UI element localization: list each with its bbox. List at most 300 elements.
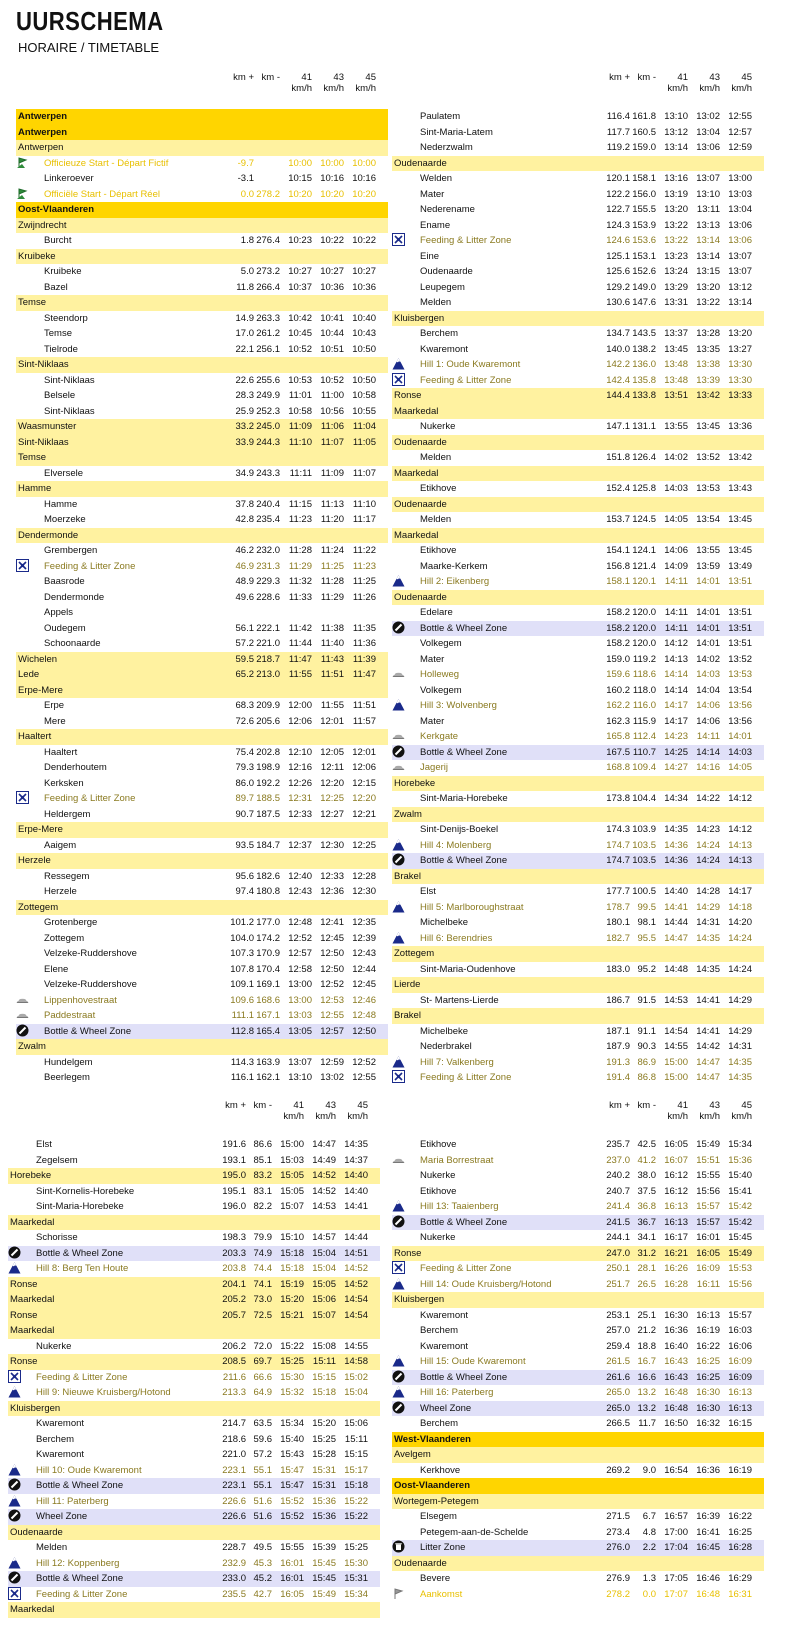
time-41: 12:33 [288, 808, 312, 820]
km-minus: 38.0 [637, 1170, 656, 1181]
time-45: 10:40 [352, 312, 376, 324]
time-45: 15:34 [344, 1588, 368, 1600]
table-row [8, 1199, 380, 1215]
km-minus: 192.2 [256, 777, 280, 789]
km-plus: 162.3 [606, 715, 630, 727]
location-name: Mater [420, 188, 445, 200]
time-41: 14:36 [664, 855, 688, 866]
cobbles-icon [16, 1008, 29, 1021]
location-name: Elst [420, 886, 436, 897]
table-row [16, 791, 388, 807]
time-45: 13:56 [728, 715, 752, 727]
time-45: 13:04 [728, 204, 752, 215]
location-name: Temse [18, 297, 46, 308]
table-row [392, 1308, 764, 1324]
time-43: 15:31 [312, 1464, 336, 1476]
km-plus: 223.1 [222, 1480, 246, 1491]
km-minus: 36.8 [637, 1201, 656, 1212]
km-plus: 183.0 [606, 963, 630, 975]
time-45: 15:41 [728, 1185, 752, 1197]
time-43: 15:11 [312, 1356, 336, 1367]
table-row [392, 714, 764, 730]
feeding-zone-icon [392, 233, 405, 246]
time-41: 16:36 [664, 1325, 688, 1336]
time-41: 13:37 [664, 328, 688, 339]
time-43: 14:53 [312, 1201, 336, 1212]
table-row [392, 900, 764, 916]
km-minus: 74.9 [253, 1247, 272, 1259]
time-43: 14:22 [696, 793, 720, 804]
time-45: 12:50 [352, 1025, 376, 1037]
location-name: Nukerke [36, 1340, 72, 1352]
table-row [16, 311, 388, 327]
km-plus: 205.2 [222, 1294, 246, 1305]
location-name: Feeding & Litter Zone [420, 1263, 512, 1274]
location-name: Hill 16: Paterberg [420, 1387, 494, 1398]
time-41: 16:01 [280, 1557, 304, 1569]
table-row [16, 714, 388, 730]
header-km-minus: km - [637, 1100, 656, 1111]
location-name: Bottle & Wheel Zone [36, 1480, 124, 1491]
time-41: 16:13 [664, 1216, 688, 1228]
location-name: Sint-Maria-Latem [420, 126, 493, 138]
time-45: 15:49 [728, 1247, 752, 1259]
table-row [392, 295, 764, 311]
time-45: 15:15 [344, 1449, 368, 1460]
time-43: 12:11 [320, 762, 344, 773]
header-speed-41: 41 [301, 72, 312, 83]
table-row [392, 512, 764, 528]
km-plus: 198.3 [222, 1232, 246, 1243]
time-45: 15:40 [728, 1170, 752, 1181]
time-41: 15:03 [280, 1154, 304, 1166]
km-plus: 195.0 [222, 1170, 246, 1181]
time-45: 16:29 [728, 1573, 752, 1584]
km-minus: 21.2 [637, 1325, 656, 1336]
km-plus: 158.2 [606, 622, 630, 634]
location-name: Kluisbergen [394, 312, 445, 324]
time-45: 15:31 [344, 1573, 368, 1584]
table-row [16, 543, 388, 559]
time-41: 13:48 [664, 374, 688, 386]
time-43: 16:25 [696, 1371, 720, 1383]
time-41: 14:34 [664, 793, 688, 804]
km-minus: 73.0 [253, 1294, 272, 1305]
km-minus: 120.0 [632, 607, 656, 618]
time-41: 15:40 [280, 1433, 304, 1445]
time-45: 11:35 [352, 622, 376, 634]
location-name: Leupegem [420, 281, 465, 293]
table-row [392, 1070, 764, 1086]
timetable-rows [392, 1137, 764, 1602]
table-row [392, 1184, 764, 1200]
km-minus: 158.1 [632, 173, 656, 184]
time-41: 15:47 [280, 1464, 304, 1476]
time-43: 13:39 [696, 374, 720, 386]
km-minus: 72.5 [253, 1309, 272, 1321]
location-name: Belsele [44, 390, 76, 401]
table-row [8, 1230, 380, 1246]
km-plus: 261.6 [606, 1371, 630, 1383]
km-plus: 218.6 [222, 1433, 246, 1445]
time-43: 15:15 [312, 1371, 336, 1383]
time-43: 14:47 [696, 1056, 720, 1068]
time-41: 11:47 [288, 653, 312, 665]
time-41: 15:52 [280, 1495, 304, 1507]
km-plus: 72.6 [235, 715, 254, 727]
time-43: 13:07 [696, 173, 720, 184]
km-plus: 104.0 [230, 932, 254, 944]
municipality-row [16, 1039, 388, 1055]
km-minus: 104.4 [632, 793, 656, 804]
location-name: Zottegem [44, 932, 85, 944]
time-45: 14:35 [344, 1139, 368, 1150]
time-41: 14:17 [664, 715, 688, 727]
km-plus: 271.5 [606, 1511, 630, 1522]
time-45: 15:02 [344, 1371, 368, 1383]
time-45: 11:10 [352, 498, 376, 510]
time-43: 14:01 [696, 638, 720, 649]
location-name: Zwijndrecht [18, 219, 67, 231]
km-plus: 247.0 [606, 1247, 630, 1259]
km-minus: 168.6 [256, 994, 280, 1006]
km-plus: 187.1 [606, 1025, 630, 1037]
location-name: Oudenaarde [394, 591, 447, 603]
time-41: 13:16 [664, 173, 688, 184]
time-43: 13:02 [320, 1072, 344, 1083]
km-plus: 195.1 [222, 1185, 246, 1197]
km-plus: 180.1 [606, 917, 630, 928]
km-minus: 31.2 [637, 1247, 656, 1259]
time-45: 14:18 [728, 901, 752, 913]
km-plus: 203.3 [222, 1247, 246, 1259]
location-name: Michelbeke [420, 1025, 469, 1037]
time-41: 12:10 [288, 746, 312, 758]
time-43: 11:28 [320, 576, 344, 587]
location-name: Michelbeke [420, 917, 469, 928]
time-43: 14:28 [696, 886, 720, 897]
time-41: 13:10 [288, 1072, 312, 1083]
time-45: 14:51 [344, 1247, 368, 1259]
time-41: 11:42 [288, 622, 312, 634]
km-plus: 208.5 [222, 1356, 246, 1367]
time-43: 12:53 [320, 994, 344, 1006]
time-43: 14:47 [696, 1072, 720, 1083]
time-45: 12:52 [352, 1056, 376, 1068]
location-name: Maarkedal [394, 467, 439, 479]
time-41: 13:22 [664, 219, 688, 231]
time-45: 14:55 [344, 1340, 368, 1352]
location-name: Erpe-Mere [18, 684, 63, 696]
km-minus: 205.6 [256, 715, 280, 727]
region-row [392, 1432, 764, 1448]
location-name: Melden [36, 1542, 68, 1553]
km-plus: 273.4 [606, 1526, 630, 1538]
time-43: 11:06 [320, 421, 344, 432]
time-43: 16:09 [696, 1263, 720, 1274]
km-plus: 235.7 [606, 1139, 630, 1150]
bottle-wheel-icon [392, 1370, 405, 1383]
time-45: 16:25 [728, 1526, 752, 1538]
km-plus: 193.1 [222, 1154, 246, 1166]
time-43: 13:54 [696, 514, 720, 525]
km-plus: 33.9 [235, 436, 254, 448]
table-row [16, 512, 388, 528]
time-41: 11:15 [288, 498, 312, 510]
time-45: 15:36 [728, 1154, 752, 1166]
km-minus: 69.7 [253, 1356, 272, 1367]
table-row [16, 652, 388, 668]
table-row [16, 884, 388, 900]
time-45: 16:09 [728, 1371, 752, 1383]
km-minus: 115.9 [632, 715, 656, 727]
km-plus: 211.6 [222, 1371, 246, 1383]
time-41: 10:42 [288, 312, 312, 324]
table-row [392, 481, 764, 497]
time-41: 11:23 [288, 514, 312, 525]
table-row [392, 822, 764, 838]
location-name: Nukerke [420, 1170, 456, 1181]
table-row [392, 683, 764, 699]
time-45: 15:11 [344, 1433, 368, 1445]
km-plus: 205.7 [222, 1309, 246, 1321]
km-minus: 9.0 [642, 1464, 656, 1476]
bottle-wheel-icon [392, 853, 405, 866]
municipality-row [392, 156, 764, 172]
time-43: 13:22 [696, 297, 720, 308]
km-minus: 112.4 [632, 731, 656, 742]
time-43: 12:01 [320, 715, 344, 727]
header-unit: km/h [667, 83, 688, 94]
table-row [8, 1246, 380, 1262]
time-41: 16:50 [664, 1418, 688, 1429]
time-45: 15:45 [728, 1232, 752, 1243]
km-minus: 249.9 [256, 390, 280, 401]
km-plus: 186.7 [606, 994, 630, 1006]
time-43: 16:30 [696, 1402, 720, 1414]
time-43: 13:06 [696, 142, 720, 153]
table-row [8, 1556, 380, 1572]
table-row [392, 698, 764, 714]
time-43: 15:49 [696, 1139, 720, 1150]
table-row [16, 745, 388, 761]
time-45: 11:23 [352, 560, 376, 572]
table-row [392, 1339, 764, 1355]
location-name: Steendorp [44, 312, 88, 324]
time-45: 13:07 [728, 266, 752, 277]
time-45: 15:53 [728, 1263, 752, 1274]
time-43: 12:55 [320, 1010, 344, 1021]
time-41: 12:06 [288, 715, 312, 727]
table-row [8, 1153, 380, 1169]
km-plus: 37.8 [235, 498, 254, 510]
time-45: 13:12 [728, 281, 752, 293]
km-plus: 276.9 [606, 1573, 630, 1584]
time-41: 15:00 [280, 1139, 304, 1150]
table-row [392, 1277, 764, 1293]
km-minus: 120.0 [632, 638, 656, 649]
location-name: Melden [420, 297, 452, 308]
location-name: Grembergen [44, 545, 98, 556]
km-plus: 196.0 [222, 1201, 246, 1212]
time-43: 10:00 [320, 157, 344, 169]
km-plus: 235.5 [222, 1588, 246, 1600]
time-43: 14:24 [696, 839, 720, 851]
time-45: 13:49 [728, 560, 752, 572]
km-minus: 261.2 [256, 328, 280, 339]
location-name: Linkeroever [44, 173, 94, 184]
location-name: Officiële Start - Départ Réel [44, 188, 160, 200]
km-plus: 42.8 [235, 514, 254, 525]
location-name: Maarkedal [10, 1604, 55, 1615]
location-name: Oost-Vlaanderen [18, 204, 95, 215]
feeding-zone-icon [16, 791, 29, 804]
time-45: 11:51 [352, 700, 376, 711]
table-row [8, 1137, 380, 1153]
time-45: 13:14 [728, 297, 752, 308]
location-name: Paulatem [420, 111, 461, 122]
time-43: 14:41 [696, 994, 720, 1006]
location-name: Bottle & Wheel Zone [36, 1247, 124, 1259]
bottle-wheel-icon [16, 1024, 29, 1037]
km-plus: 122.2 [606, 188, 630, 200]
time-43: 14:52 [312, 1185, 336, 1197]
table-row [8, 1354, 380, 1370]
time-41: 14:03 [664, 483, 688, 494]
time-43: 12:57 [320, 1025, 344, 1037]
time-41: 13:12 [664, 126, 688, 138]
km-plus: 116.4 [606, 111, 630, 122]
km-minus: 91.1 [637, 1025, 656, 1037]
table-row [392, 373, 764, 389]
time-45: 13:42 [728, 452, 752, 463]
table-row [16, 233, 388, 249]
time-41: 15:52 [280, 1511, 304, 1522]
location-name: Nederename [420, 204, 475, 215]
time-43: 11:20 [320, 514, 344, 525]
time-45: 10:20 [352, 188, 376, 200]
time-45: 13:06 [728, 235, 752, 246]
municipality-row [16, 900, 388, 916]
km-plus: 152.4 [606, 483, 630, 494]
time-41: 16:01 [280, 1573, 304, 1584]
time-45: 13:03 [728, 188, 752, 200]
km-plus: -3.1 [237, 173, 254, 184]
table-row [392, 729, 764, 745]
time-45: 14:54 [344, 1294, 368, 1305]
hill-icon [8, 1261, 21, 1274]
location-name: Jagerij [420, 762, 448, 773]
location-name: Berchem [420, 328, 459, 339]
location-name: Lierde [394, 979, 421, 990]
municipality-row [392, 1556, 764, 1572]
time-45: 11:39 [352, 653, 376, 665]
time-45: 13:54 [728, 684, 752, 696]
table-row [16, 915, 388, 931]
time-41: 13:14 [664, 142, 688, 153]
location-name: Mere [44, 715, 66, 727]
km-plus: 206.2 [222, 1340, 246, 1352]
km-plus: 79.3 [235, 762, 254, 773]
time-41: 14:41 [664, 901, 688, 913]
location-name: Erpe-Mere [18, 824, 63, 835]
hill-icon [8, 1463, 21, 1476]
location-name: Bazel [44, 281, 68, 293]
km-minus: 118.6 [632, 669, 656, 680]
feeding-zone-icon [8, 1587, 21, 1600]
time-45: 11:05 [352, 436, 376, 448]
time-45: 13:45 [728, 545, 752, 556]
time-45: 13:33 [728, 390, 752, 401]
location-name: Bottle & Wheel Zone [420, 1371, 508, 1383]
time-45: 16:19 [728, 1464, 752, 1476]
location-name: Sint-Denijs-Boekel [420, 824, 499, 835]
finish-flag-icon [392, 1587, 405, 1600]
time-41: 16:05 [280, 1588, 304, 1600]
table-row [8, 1463, 380, 1479]
km-plus: 182.7 [606, 932, 630, 944]
km-minus: 99.5 [637, 901, 656, 913]
location-name: Kwaremont [36, 1449, 85, 1460]
location-name: Volkegem [420, 684, 462, 696]
km-minus: 16.7 [637, 1356, 656, 1367]
km-plus: 134.7 [606, 328, 630, 339]
location-name: Hamme [44, 498, 78, 510]
km-minus: 86.6 [253, 1139, 272, 1150]
km-plus: 159.6 [606, 669, 630, 680]
time-43: 14:02 [696, 653, 720, 665]
time-41: 13:20 [664, 204, 688, 215]
km-plus: 90.7 [235, 808, 254, 820]
km-minus: 198.9 [256, 762, 280, 773]
time-41: 13:23 [664, 250, 688, 262]
location-name: Nederzwalm [420, 142, 473, 153]
location-name: Haaltert [18, 731, 52, 742]
table-row [8, 1540, 380, 1556]
km-minus: 37.5 [637, 1185, 656, 1197]
time-41: 16:43 [664, 1356, 688, 1367]
km-minus: 170.9 [256, 948, 280, 959]
time-43: 12:59 [320, 1056, 344, 1068]
header-unit: km/h [731, 83, 752, 94]
cobbles-icon [16, 993, 29, 1006]
time-43: 13:53 [696, 483, 720, 494]
km-minus: 121.4 [632, 560, 656, 572]
time-41: 12:43 [288, 886, 312, 897]
km-minus: 66.6 [253, 1371, 272, 1383]
time-41: 12:40 [288, 870, 312, 882]
km-minus: 136.0 [632, 359, 656, 370]
km-plus: 125.6 [606, 266, 630, 277]
km-minus: 160.5 [632, 126, 656, 138]
header-speed-45: 45 [741, 72, 752, 83]
time-45: 12:15 [352, 777, 376, 789]
location-name: Kwaremont [36, 1418, 85, 1429]
time-45: 16:13 [728, 1402, 752, 1414]
table-row [392, 1587, 764, 1603]
table-row [392, 652, 764, 668]
table-row [8, 1370, 380, 1386]
table-row [392, 249, 764, 265]
location-name: Kerkhove [420, 1464, 461, 1476]
km-plus: 237.0 [606, 1154, 630, 1166]
km-plus: 5.0 [240, 266, 254, 277]
table-row [16, 931, 388, 947]
location-name: Schoonaarde [44, 638, 101, 649]
time-43: 11:24 [320, 545, 344, 556]
bottle-wheel-icon [392, 1215, 405, 1228]
location-name: Hill 11: Paterberg [36, 1495, 109, 1507]
